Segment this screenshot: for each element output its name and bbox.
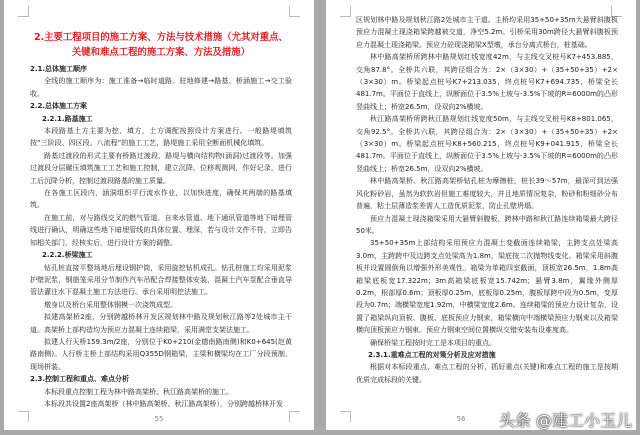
page-number: 55 [154, 415, 164, 423]
section-title: 2.主要工程项目的施工方案、方法与技术措施（尤其对重点、关键和难点工程的施工方案、方法及措施） [34, 32, 288, 58]
paragraph: 本段路基土方主要为挖、填方，土方调配按照设计方案进行。一般路堤填筑按“三阶段、四区段、八流程”的施工工艺，路堤施工采用全断面机械化填筑。 [30, 127, 292, 148]
margin-mark [289, 6, 300, 17]
paragraph: 秋江路高架桥所跨秋江路规划红线宽度50m，与主线交叉桩号K8+801.065，交角92.5°。全桥共六联，其跨径组合为：2×（3×30）+（35+50+35）+2×（3×30）m。桥梁起点桩号K8+560.215，终点桩号K9+041.915，桥梁全长481.7m。平面位于直线上，纵断面位于3.5%上坡与-3.5%下坡的R=6000m的凸形竖曲线上；桥宽26.5m，设双向2%横坡。 [356, 115, 618, 173]
paragraph: 拟建人行天桥159.3m/2座，分别位于K0+210(金德南路南侧)和K0+645(赵黄路南侧)。人行桥主桥上部结构采用Q355D钢箱梁，主梁和横梁均在工厂分段预制，现场拼装。 [30, 337, 292, 371]
margin-mark [18, 6, 29, 17]
document-page-55 [4, 0, 314, 430]
margin-mark [340, 6, 351, 17]
section-heading: 2.3.控制工程和重点、难点分析 [30, 375, 130, 384]
paragraph: 林中路高架桥、秋江路高架桥钻孔桩为摩擦桩，桩长39～57m，最深可到达强风化粉砂岩，虽然为软软岩但施工难度较大，并且地质情况复杂，粉砂和粉细砂分布普遍，粘土层薄造浆差需人工造优质泥浆，防止孔壁坍塌。 [356, 177, 618, 211]
paragraph: 墩身以及桥台采用整体钢模一次浇筑成型。 [44, 300, 177, 309]
paragraph: 全线的施工顺序为：施工准备→临时道路、驻地修建→路基、桥涵施工→交工验收。 [30, 77, 292, 98]
margin-mark [340, 411, 351, 422]
paragraph: 钻孔桩直接平整场地后埋设钢护筒，采用旋挖钻机成孔。钻孔桩施工均采用泥浆护壁泥浆，钢筋笼采用分节制作汽车吊配合焊接整体安装，混凝土汽车泵配合垂直导管法灌注水下混凝土施工方法进行。承台采用明挖法施工。 [30, 263, 292, 297]
page-body [30, 24, 292, 410]
paragraph: 在施工前，对与路线交叉的燃气管道、自来水管道、地下通讯管道等地下暗埋管线进行确认，明确这些地下暗埋管线的具体位置、埋深，若与设计文件不符，立即告知相关部门，经核实后，进行设计方案的调整。 [30, 213, 292, 247]
section-heading: 2.2.1.路基施工 [42, 114, 93, 123]
section-heading: 2.2.总体施工方案 [30, 102, 88, 111]
paragraph: 35+50+35m上部结构采用预应力混凝土变截面连续箱梁，主跨支点处梁高3.0m，主跨跨中及边跨支点处梁高为1.8m，梁底按二次抛物线变化。箱梁采用斜腹板并设置圆倒角以增强外形美观性。箱梁为单箱四室截面，顶板宽26.5m，1.8m高箱梁底板宽17.322m；3m高箱梁底板宽15.742m；悬臂3.8m，翼缘外侧厚0.2m，根部厚0.6m；顶板厚0.25m，底板厚0.25m，腹板厚跨中段为0.5m，变厚段为0.7m；端横梁宽度1.92m，中横梁宽度2.6m。连续箱梁的预应力设计复杂，设置了箱梁纵向顶板、腹板、底板预应力钢束，箱梁横向中端横梁预应力钢束以及箱梁横向顶板预应力钢束。预应力钢束空间位置横纵交错安装布设难度高。 [356, 239, 618, 335]
paragraph: 确保桥梁工程按时完工是本项目的重点。 [370, 338, 496, 347]
paragraph: 预应力混凝土现浇箱梁采用大悬臂斜腹板，跨林中路和秋江路连续箱梁最大跨径50米。 [356, 214, 618, 235]
page-body [356, 14, 618, 386]
page-content [356, 14, 618, 386]
section-heading: 2.2.2.桥梁施工 [42, 251, 93, 260]
paragraph: 拟建高架桥2座，分别跨越桥林开发区规划林中路及规划秋江路等2处城市主干道。高架桥上部构造均为预应力混凝土连续箱梁，采用满堂支架法施工。 [30, 313, 292, 334]
paragraph: 路基过渡段的形式主要有桥路过渡段、路堤与横向结构物(涵洞)过渡段等。加强过渡段分层碾压填筑施工工艺和施工控制，建立沉降、位移观测网，作好记录，进行工后沉降分析，控制过渡段路基的施工质量。 [30, 151, 292, 185]
paragraph: 林中路高架桥所跨林中路规划红线宽度42m，与主线交叉桩号K7+453.885，交角87.8°。全桥共六联，其跨径组合为：2×（3×30）+（35+50+35）+2×（3×30）m。桥梁起点桩号K7+213.035，终点桩号K7+694.735，桥梁全长481.7m。平面位于直线上，纵断面位于3.5%上坡与-3.5%下坡的R=6000m的凸形竖曲线上；桥宽26.5m，设双向2%横坡。 [356, 53, 618, 111]
section-heading: 2.1.总体施工顺序 [30, 65, 88, 73]
page-number: 56 [456, 415, 466, 423]
paragraph: 本标段重点控制工程为林中路高架桥、秋江路高架桥的施工。 [44, 387, 233, 396]
page-content [30, 63, 292, 410]
paragraph: 在各施工区段内，涵洞组织平行流水作业，以加快进度，确保其两端的路基填筑。 [30, 189, 292, 210]
section-heading: 2.3.1.重难点工程的对策分析及应对措施 [368, 350, 496, 359]
paragraph: 根据对本标段重点、难点工程的分析，抓好重点(关键)和难点工程的施工是按期优质完成标段的关键。 [356, 363, 618, 384]
document-page-56 [326, 0, 636, 430]
paragraph: 区规划林中路及规划秋江路2处城市主干道。主桥均采用35+50+35m大悬臂斜腹板预应力混凝土现浇箱梁跨越被交道，净空5.2m。引桥采用30m跨径大悬臂斜腹板预应力混凝土现浇箱梁。预应力砼现浇箱梁X型墩，承台分离式桥台，桩基础。 [356, 16, 618, 49]
paragraph: 本标段共设置2座高架桥（林中路高架桥、秋江路高架桥），分别跨越桥林开发 [44, 399, 283, 408]
watermark: 头条 @建工小玉儿 [498, 411, 632, 430]
